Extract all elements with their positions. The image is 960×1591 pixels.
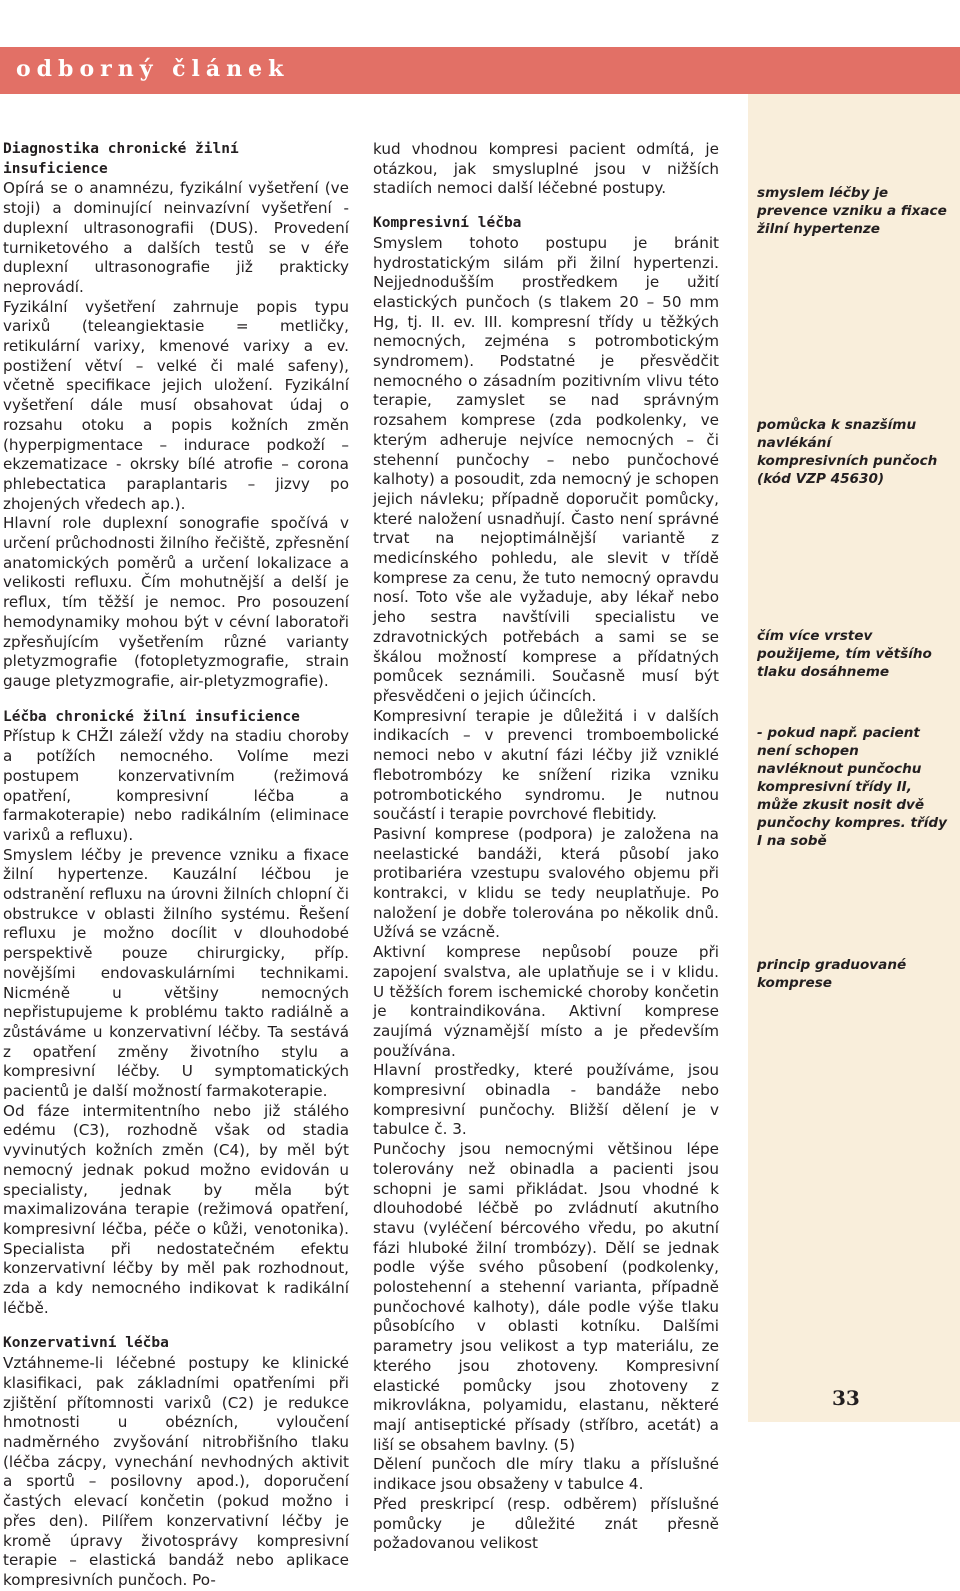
paragraph: Vztáhneme-li léčebné postupy ke klinické klasifikaci, pak základními opatřeními při zjištění přítomnosti varixů (C2) je redukce hmotnosti u obézních, vyloučení nadměrného zvyšování nitrobřišního tlaku (léčba zácpy, vynechání nevhodných aktivit a sportů – posilovny apod.), doporučení častých elevací končetin (pokud možno i přes den). Pilířem konzervativní léčby je kromě úpravy životosprávy kompresivní terapie – elastická bandáž nebo aplikace kompresivních punčoch. Po-	[3, 1354, 349, 1589]
margin-note: pomůcka k snazšímu navlékání kompresivních punčoch (kód VZP 45630)	[757, 417, 938, 487]
margin-note: - pokud např. pacient není schopen navléknout punčochu kompresivní třídy II, může zkusit nosit dvě punčochy kompres. třídy I na sobě	[757, 725, 947, 849]
heading-konzervativni: Konzervativní léčba	[3, 1335, 169, 1352]
paragraph: Kompresivní terapie je důležitá i v dalších indikacích – v prevenci tromboembolické nemoci nebo v akutní fázi léčby již vzniklé flebotrombózy ke snížení rizika vzniku potrombotického syndromu. Je nutnou součástí i terapie povrchové flebitidy.	[373, 706, 719, 824]
paragraph: Hlavní prostředky, které používáme, jsou kompresivní obinadla - bandáže nebo kompresivní punčochy. Bližší dělení je v tabulce č. 3.	[373, 1061, 719, 1139]
right-column	[373, 140, 719, 1554]
paragraph: kud vhodnou kompresi pacient odmítá, je otázkou, jak smysluplné jsou v nižších stadiích nemoci další léčebné postupy.	[373, 140, 719, 198]
heading-diagnostika: Diagnostika chronické žilní insuficience	[3, 141, 239, 177]
paragraph: Aktivní komprese nepůsobí pouze při zapojení svalstva, ale uplatňuje se i v klidu. U těžších forem ischemické choroby končetin je kontraindikována. Aktivní komprese zaujímá významější místo a je především používána.	[373, 943, 719, 1060]
margin-note: čím více vrstev použijeme, tím většího tlaku dosáhneme	[757, 628, 932, 680]
paragraph: Fyzikální vyšetření zahrnuje popis typu varixů (teleangiektasie = metličky, retikulární varixy, kmenové varixy a ev. postižení větví – velké či malé safeny), včetně specifikace jejich uložení. Fyzikální vyšetření dále musí obsahovat údaj o rozsahu otoku a popis kožních změn (hyperpigmentace – indurace podkoží – ekzematizace - okrsky bílé atrofie – corona phlebectatica paraplantaris – jizvy po zhojených vředech ap.).	[3, 297, 349, 513]
paragraph: Smyslem léčby je prevence vzniku a fixace žilní hypertenze. Kauzální léčbou je odstranění refluxu na úrovni žilních chlopní či obstrukce v oblasti žilního systému. Řešení refluxu je možno docílit v dlouhodobé perspektivě pouze chirurgicky, příp. novějšími endovaskulárními technikami. Nicméně u většiny nemocných nepřistupujeme k problému takto radiálně a zůstáváme u konzervativní léčby. Ta sestává z opatření změny životního stylu a kompresivní léčby. U symptomatických pacientů je další možností farmakoterapie.	[3, 845, 349, 1101]
paragraph: Dělení punčoch dle míry tlaku a příslušné indikace jsou obsaženy v tabulce 4.	[373, 1455, 719, 1494]
left-column	[3, 140, 349, 1591]
heading-lecba: Léčba chronické žilní insuficience	[3, 708, 300, 725]
paragraph: Před preskripcí (resp. odběrem) příslušné pomůcky je důležité znát přesně požadovanou velikost	[373, 1494, 719, 1553]
paragraph: Pasivní komprese (podpora) je založena na neelastické bandáži, která působí jako protibariéra vzestupu svalového objemu při kontrakci, v klidu se tedy neuplatňuje. Po naložení je dobře tolerována po několik dnů. Užívá se vzácně.	[373, 824, 719, 942]
margin-note: princip graduované komprese	[757, 957, 907, 991]
paragraph: Od fáze intermitentního nebo již stálého edému (C3), rozhodně však od stadia vyvinutých kožních změn (C4), by měl být nemocný jednak pokud možno evidován u specialisty, jednak by měla být maximalizována terapie (režimová opatření, kompresivní léčba, péče o kůži, venotonika). Specialista při nedostatečném efektu konzervativní léčby by měl pak rozhodnout, zda a kdy nemocného indikovat k radikální léčbě.	[3, 1101, 349, 1317]
section-header-bar	[0, 47, 960, 94]
paragraph: Smyslem tohoto postupu je bránit hydrostatickým silám při žilní hypertenzi. Nejjednodušším prostředkem je užití elastických punčoch (s tlakem 20 – 50 mm Hg, tj. II. ev. III. kompresní třídy u těžkých nemocných, zejména s potrombotickým syndromem). Podstatné je přesvědčit nemocného o zásadním pozitivním vlivu této terapie, zamyslet se nad správným rozsahem komprese (zda podkolenky, ve kterým adheruje nejvíce nemocných – či stehenní punčochy – nebo punčochové kalhoty) a posoudit, zda nemocný je schopen jejich návleku; případně doporučit pomůcky, které naložení usnadňují. Často není správné trvat na nejoptimálnější variantě z medicínského pohledu, ale slevit v třídě komprese za cenu, že tuto nemocný opravdu nosí. Toto vše ale vyžaduje, aby lékař nebo jeho sestra navštívili specialistu ve zdravotnických potřebách a sami se se škálou možností komprese a přídatných pomůcek seznámili. Současně musí být přesvědčeni o jejich účincích.	[373, 233, 719, 705]
paragraph: Přístup k CHŽI záleží vždy na stadiu choroby a potížích nemocného. Volíme mezi postupem konzervativním (režimová opatření, kompresivní léčba a farmakoterapie) nebo radikálním (eliminace varixů a refluxu).	[3, 727, 349, 844]
paragraph: Punčochy jsou nemocnými většinou lépe tolerovány než obinadla a pacienti jsou schopni je sami přikládat. Jsou vhodné k dlouhodobé léčbě po zvládnutí akutního stavu (vyléčení bércového vředu, po akutní fázi hluboké žilní trombózy). Dělí se jednak podle výše svého působení (podkolenky, polostehenní a stehenní varianta, případně punčochové kalhoty), dále podle výše tlaku působícího v oblasti kotníku. Dalšími parametry jsou velikost a typ materiálu, ze kterého jsou zhotoveny. Kompresivní elastické pomůcky jsou zhotoveny z mikrovlákna, polyamidu, elastanu, některé mají antiseptické přísady (stříbro, acetát) a liší se obsahem bavlny. (5)	[373, 1140, 719, 1454]
paragraph: Opírá se o anamnézu, fyzikální vyšetření (ve stoji) a dominující neinvazívní vyšetření - duplexní ultrasonografii (DUS). Provedení turniketového a dalších testů se v éře duplexní ultrasonografie již prakticky neprovádí.	[3, 179, 349, 296]
page-number: 33	[832, 1386, 860, 1410]
section-title: odborný článek	[16, 56, 290, 82]
paragraph: Hlavní role duplexní sonografie spočívá v určení průchodnosti žilního řečiště, zpřesnění anatomických poměrů a určení lokalizace a velikosti refluxu. Čím mohutnější a delší je reflux, tím těžší je nemoc. Pro posouzení hemodynamiky mohou být v cévní laboratoři zpřesňujícím vyšetřením různé varianty pletyzmografie (fotopletyzmografie, strain gauge pletyzmografie, air-pletyzmografie).	[3, 514, 349, 690]
heading-kompresivni: Kompresivní léčba	[373, 215, 522, 232]
margin-note: smyslem léčby je prevence vzniku a fixace žilní hypertenze	[757, 185, 947, 237]
